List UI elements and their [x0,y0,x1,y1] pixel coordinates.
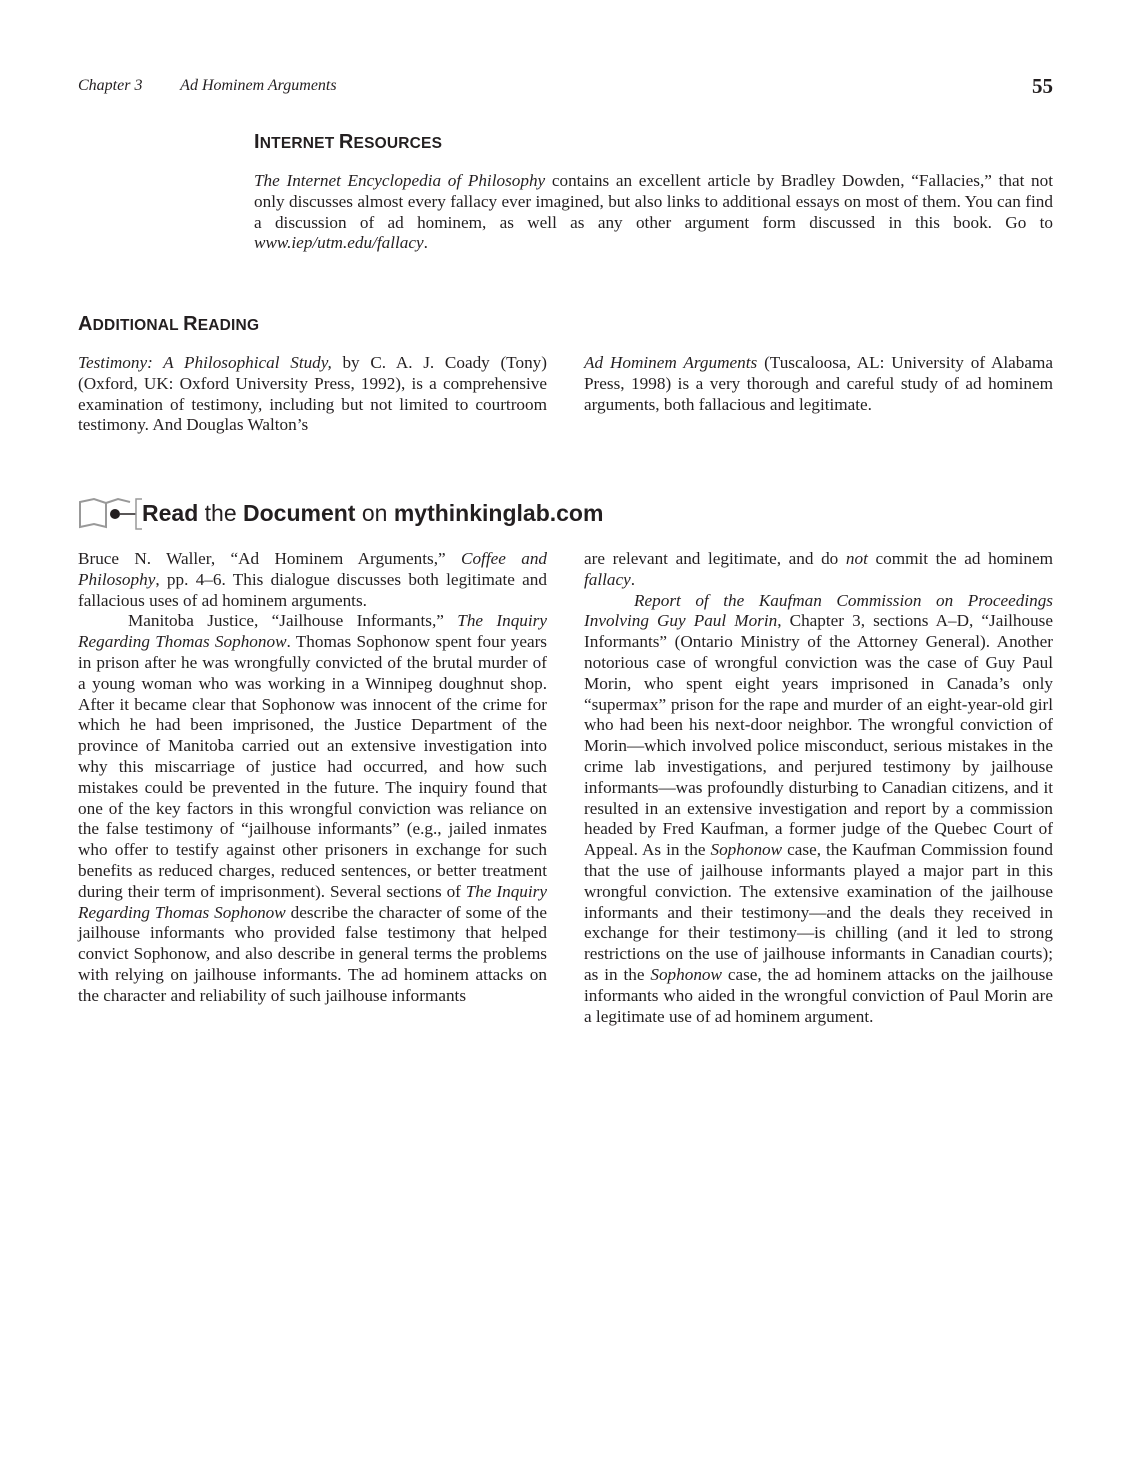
italic-text: Sophonow [650,964,722,984]
document-entry [78,611,547,1006]
internet-resources-paragraph [254,171,1053,254]
additional-reading-right [584,353,1053,415]
italic-text: The Inquiry Regarding Thomas Sophonow [78,611,547,652]
text: Bruce N. Waller, “Ad Hominem Arguments,” [78,549,461,568]
text: commit the ad hominem [867,549,1054,568]
text: (Tuscaloosa, AL: University of Alabama Press, 1998) is a very thorough and careful study of ad hominem arguments, both fallacious and legitimate. [584,353,1054,414]
read-document-banner: Read the Document on mythinkinglab.com [78,496,603,530]
text: contains an excellent article by Bradley Dowden, “Fallacies,” that not only discusses almost every fallacy ever imagined, but also links to additional essays on most of them. You can find a discussion of ad hominem, as well as any other argument form discussed in this book. Go to [254,171,1053,232]
documents-left-column [78,549,547,1007]
text: case, the ad hominem attacks on the jailhouse informants who aided in the wrongful conviction of Paul Morin are a legitimate use of ad hominem argument. [584,964,1053,1026]
page-number: 55 [1032,74,1053,98]
text: case, the Kaufman Commission found that the use of jailhouse informants played a major part in this wrongful conviction. The extensive examination of the jailhouse informants and their testimony—and the deals they received in exchange for their testimony—is chilling (and it led to strong restrictions on the use of jailhouse informants in Canadian courts); as in the [584,840,1053,984]
italic-text: www.iep/utm.edu/fallacy [254,233,424,253]
text: . [423,233,428,253]
italic-text: The Internet Encyclopedia of Philosophy [254,171,546,190]
text: . [630,569,636,589]
italic-text: Testimony: A Philosophical Study, [78,353,332,372]
italic-text: Sophonow [710,840,783,860]
document-entry [584,591,1053,1028]
text: . Thomas Sophonow spent four years in prison after he was wrongfully convicted of the brutal murder of a young woman who was working in a Winnipeg doughnut shop. After it became clear that Sophonow was innocent of the crime for which he had been imprisoned, the Justice Department of the province of Manitoba carried out an extensive investigation into why this miscarriage of justice had occurred, and how such mistakes could be prevented in the future. The inquiry found that one of the key factors in this wrongful conviction was reliance on the false testimony of “jailhouse informants” (e.g., jailed inmates who offer to testify against other prisoners in exchange for such benefits as reduced charges, reduced sentences, or better treatment during their term of imprisonment). Several sections of [78,632,548,901]
additional-reading-heading: ADDITIONAL READING [78,313,260,335]
italic-text: Coffee and Philosophy [78,549,548,589]
additional-reading-left [78,353,547,436]
text: are relevant and legitimate, and do [584,549,846,568]
read-label: Read [142,499,199,526]
chapter-title: Ad Hominem Arguments [180,77,337,94]
internet-resources-heading: INTERNET RESOURCES [254,131,443,153]
italic-text: not [845,549,868,568]
documents-right-column [584,549,1053,1027]
document-entry-continued [584,549,1053,591]
document-label: Document [243,499,356,526]
italic-text: fallacy [584,569,631,589]
book-icon [78,496,142,530]
text: by C. A. J. Coady (Tony) (Oxford, UK: Oxford University Press, 1992), is a comprehensive examination of testimony, including but not limited to courtroom testimony. And Douglas Walton’s [78,353,547,435]
site-link[interactable]: mythinkinglab.com [393,499,604,526]
text: Manitoba Justice, “Jailhouse Informants,” [128,611,458,631]
text: , Chapter 3, sections A–D, “Jailhouse Informants” (Ontario Ministry of the Attorney General). Another notorious case of wrongful conviction was the case of Guy Paul Morin, who spent eight years imprisoned in Canada’s only “supermax” prison for the rape and murder of an eight-year-old girl who had been his next-door neighbor. The wrongful conviction of Morin—which involved police misconduct, serious mistakes in the crime lab investigations, and perjured testimony by jailhouse informants—was profoundly disturbing to Canadian citizens, and it resulted in an extensive investigation and report by a commission headed by Fred Kaufman, a former judge of the Quebec Court of Appeal. As in the [584,611,1053,860]
italic-text: The Inquiry Regarding Thomas Sophonow [78,881,547,922]
document-entry [78,549,547,611]
text: describe the character of some of the jailhouse informants who provided false testimony that helped convict Sophonow, and also describe in general terms the problems with relying on jailhouse informants. The ad hominem attacks on the character and reliability of such jailhouse informants [78,902,547,1005]
running-header [78,77,371,95]
italic-text: Ad Hominem Arguments [584,353,758,372]
text: , pp. 4–6. This dialogue discusses both legitimate and fallacious uses of ad hominem arguments. [78,569,547,610]
chapter-label: Chapter 3 [78,77,143,94]
italic-text: Report of the Kaufman Commission on Proceedings Involving Guy Paul Morin [584,590,1053,631]
